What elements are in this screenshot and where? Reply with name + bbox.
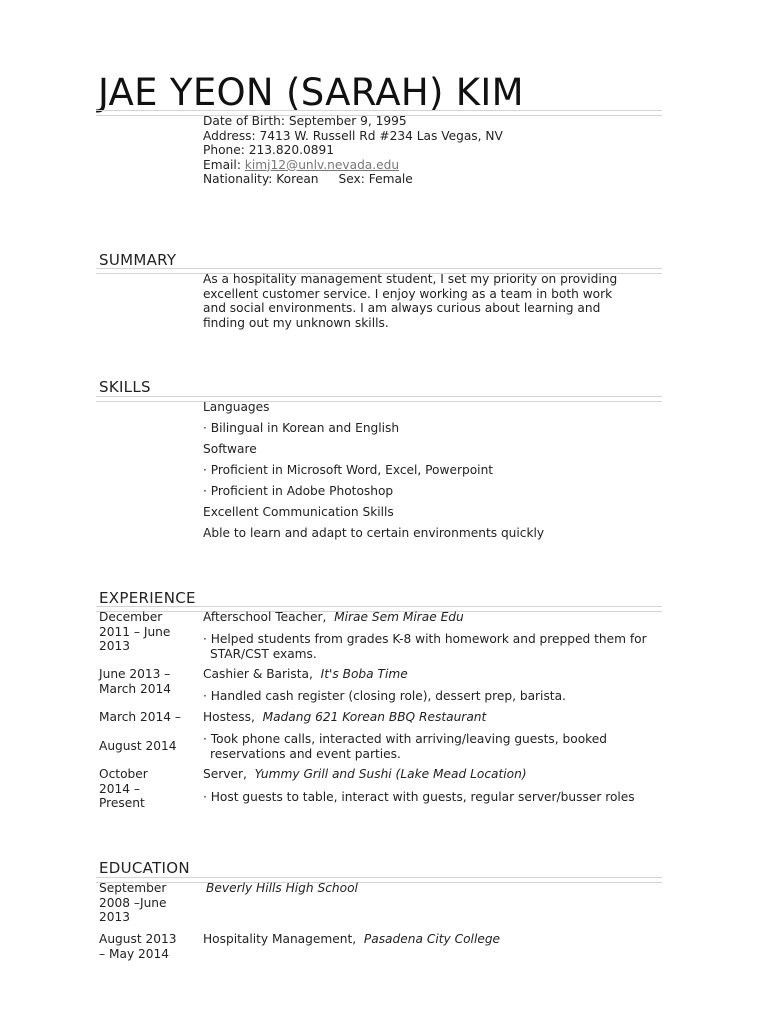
job-title	[203, 710, 486, 725]
phone: Phone: 213.820.0891	[203, 143, 335, 158]
job-bullet: · Handled cash register (closing role), dessert prep, barista.	[203, 689, 566, 703]
job-employer: Madang 621 Korean BBQ Restaurant	[262, 710, 487, 724]
skill-item: · Proficient in Adobe Photoshop	[203, 484, 394, 498]
job-employer: Yummy Grill and Sushi (Lake Mead Location)	[254, 767, 527, 781]
school-name: Pasadena City College	[363, 932, 501, 946]
applicant-name: JAE YEON (SARAH) KIM	[98, 71, 524, 114]
job-title	[203, 667, 408, 682]
job-role: Hostess,	[203, 710, 255, 724]
summary-heading: SUMMARY	[99, 251, 177, 269]
nationality-sex-line	[203, 172, 413, 187]
email-label: Email:	[203, 157, 245, 172]
education-dates: August 2013 – May 2014	[99, 932, 177, 961]
skill-item: Languages	[203, 400, 270, 414]
degree: Hospitality Management,	[203, 932, 357, 946]
education-dates: September 2008 –June 2013	[99, 881, 167, 925]
education-entry	[206, 881, 358, 896]
job-bullet: · Host guests to table, interact with guests, regular server/busser roles	[203, 790, 635, 804]
date-of-birth: Date of Birth: September 9, 1995	[203, 114, 407, 128]
skill-item: Software	[203, 442, 257, 456]
job-title	[203, 767, 527, 782]
email-link[interactable]: kimj12@unlv.nevada.edu	[244, 157, 400, 172]
email-line	[203, 158, 399, 173]
job-bullet: · Helped students from grades K-8 with homework and prepped them for STAR/CST exams.	[203, 632, 647, 661]
skill-item: · Bilingual in Korean and English	[203, 421, 400, 435]
job-employer: Mirae Sem Mirae Edu	[334, 610, 464, 624]
job-dates: December 2011 – June 2013	[99, 610, 171, 654]
job-employer: It's Boba Time	[320, 667, 408, 681]
education-entry	[203, 932, 500, 947]
skills-heading: SKILLS	[99, 378, 151, 396]
job-dates: June 2013 – March 2014	[99, 667, 172, 696]
skill-item: Excellent Communication Skills	[203, 505, 394, 519]
education-heading: EDUCATION	[99, 859, 190, 877]
skill-item: · Proficient in Microsoft Word, Excel, Powerpoint	[203, 463, 494, 477]
address: Address: 7413 W. Russell Rd #234 Las Vegas, NV	[203, 128, 503, 143]
school-name: Beverly Hills High School	[206, 881, 358, 895]
job-dates: October 2014 – Present	[99, 767, 148, 811]
job-role: Cashier & Barista,	[203, 667, 313, 681]
summary-text: As a hospitality management student, I set my priority on providing excellent customer service. I enjoy working as a team in both work and social environments. I am always curious about learning and finding out my unknown skills.	[203, 272, 618, 330]
experience-heading: EXPERIENCE	[99, 589, 196, 607]
job-bullet: · Took phone calls, interacted with arriving/leaving guests, booked reservations and event parties.	[203, 732, 608, 761]
job-title	[203, 610, 464, 625]
nationality: Nationality: Korean	[203, 172, 319, 187]
skill-item: Able to learn and adapt to certain environments quickly	[203, 526, 545, 540]
skills-divider	[96, 396, 662, 402]
job-dates: March 2014 – August 2014	[99, 710, 182, 753]
sex: Sex: Female	[338, 172, 413, 187]
job-role: Afterschool Teacher,	[203, 610, 327, 624]
job-role: Server,	[203, 767, 247, 781]
